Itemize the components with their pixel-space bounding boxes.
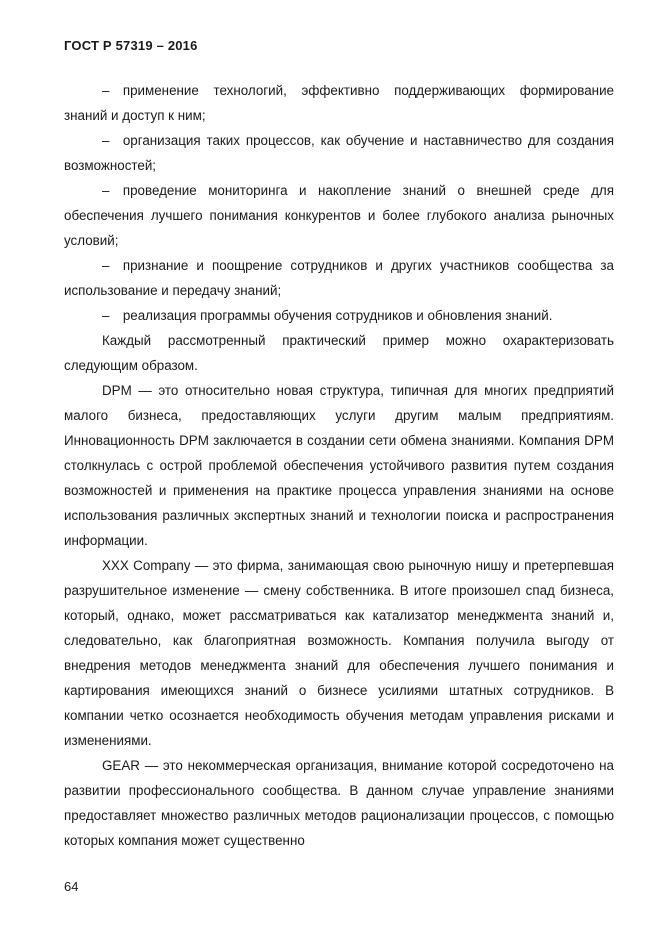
- list-item: – проведение мониторинга и накопление знаний о внешней среде для обеспечения лучшего понимания конкурентов и более глубокого анализа рыночных условий;: [64, 183, 614, 248]
- body-paragraph: DPM — это относительно новая структура, типичная для многих предприятий малого бизнеса, предоставляющих услуги другим малым предприятиям. Инновационность DPM заключается в создании сети обмена знаниями. Компания DPM столкнулась с острой проблемой обеспечения устойчивого развития путем создания возможностей и применения на практике процесса управления знаниями на основе использования различных экспертных знаний и технологии поиска и распространения информации.: [64, 383, 614, 548]
- list-item: – организация таких процессов, как обучение и наставничество для создания возможностей;: [64, 133, 614, 173]
- list-item: – применение технологий, эффективно поддерживающих формирование знаний и доступ к ним;: [64, 83, 614, 123]
- body-paragraph: Каждый рассмотренный практический пример можно охарактеризовать следующим образом.: [64, 333, 614, 373]
- body-paragraph: XXX Company — это фирма, занимающая свою рыночную нишу и претерпевшая разрушительное изменение — смену собственника. В итоге произошел спад бизнеса, который, однако, может рассматриваться как катализатор менеджмента знаний и, следовательно, как благоприятная возможность. Компания получила выгоду от внедрения методов менеджмента знаний для обеспечения лучшего понимания и картирования имеющихся знаний о бизнесе усилиями штатных сотрудников. В компании четко осознается необходимость обучения методам управления рисками и изменениями.: [64, 558, 614, 748]
- body-paragraph: GEAR — это некоммерческая организация, внимание которой сосредоточено на развитии профессионального сообщества. В данном случае управление знаниями предоставляет множество различных методов рационализации процессов, с помощью которых компания может существенно: [64, 758, 614, 848]
- page-number: 64: [64, 879, 79, 894]
- document-header: ГОСТ Р 57319 – 2016: [64, 38, 198, 53]
- document-body: [64, 78, 614, 853]
- list-item: – реализация программы обучения сотрудников и обновления знаний.: [102, 308, 553, 323]
- list-item: – признание и поощрение сотрудников и других участников сообщества за использование и передачу знаний;: [64, 258, 614, 298]
